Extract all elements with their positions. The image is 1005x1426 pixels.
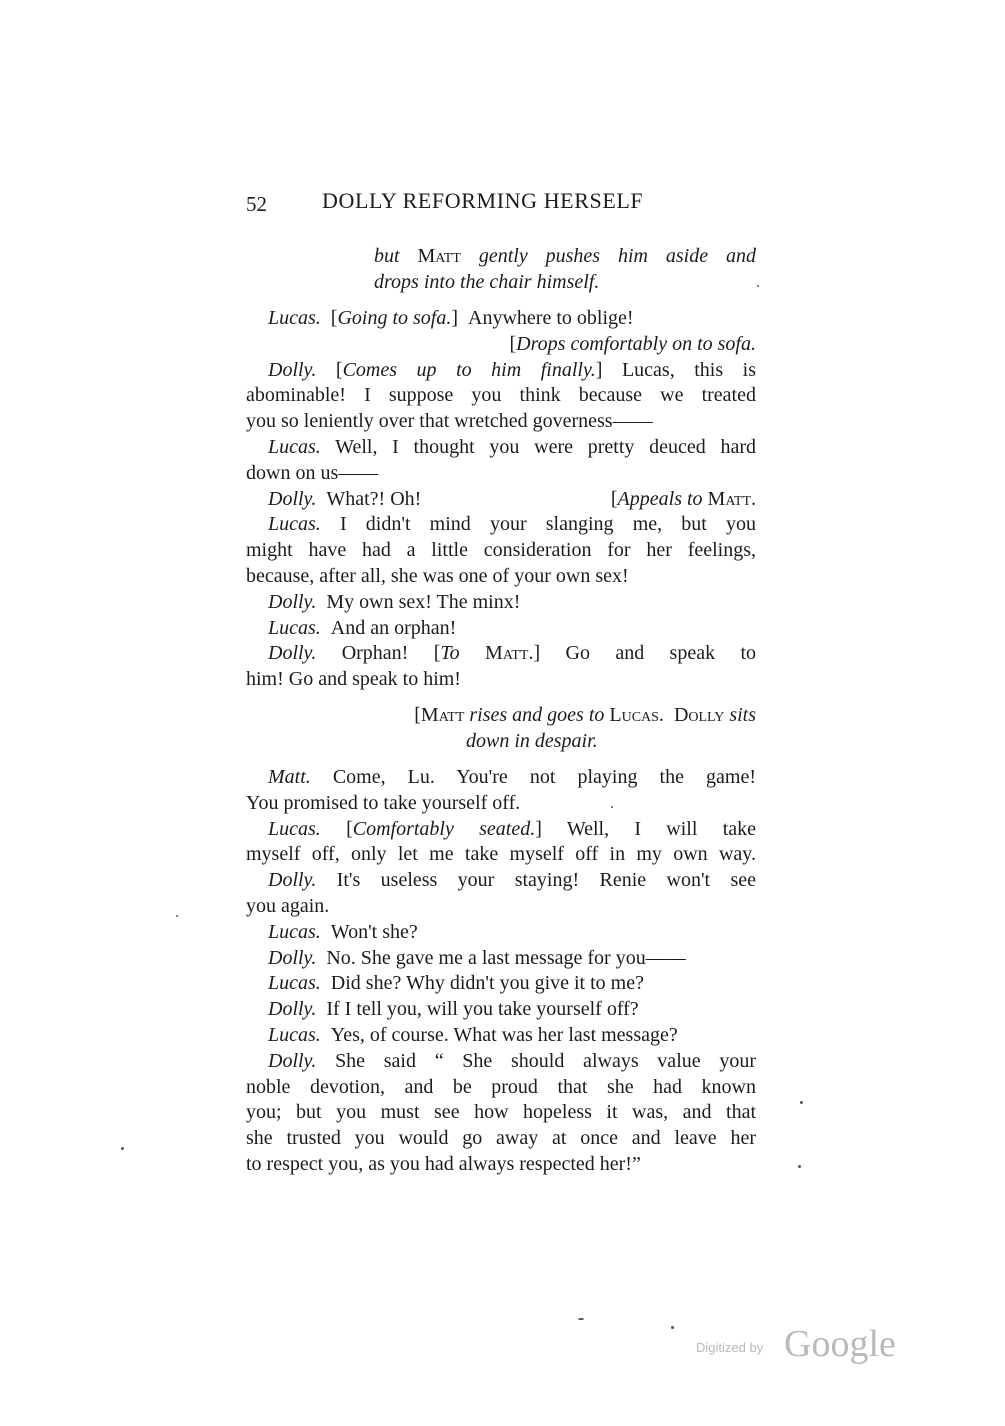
speaker-name: Lucas.: [268, 513, 321, 536]
scan-speck: [121, 1147, 124, 1150]
dialogue-line: Lucas. Won't she?: [268, 920, 418, 943]
dialogue-line: Lucas. Did she? Why didn't you give it to me?: [268, 972, 644, 995]
text-line: noble devotion, and be proud that she had known: [246, 1075, 756, 1098]
scan-speck: [578, 1318, 584, 1320]
speaker-name: Dolly.: [268, 358, 317, 381]
dialogue-line: Matt. Come, Lu. You're not playing the game!: [268, 766, 756, 788]
speaker-name: Matt.: [268, 766, 311, 788]
running-title: DOLLY REFORMING HERSELF: [322, 188, 644, 213]
text-line: but Matt gently pushes him aside and: [374, 245, 756, 267]
text-line: You promised to take yourself off.: [246, 791, 521, 814]
stage-direction: Appeals to: [617, 487, 703, 510]
stage-direction-line: [Drops comfortably on to sofa.: [509, 332, 756, 355]
dialogue-line: Dolly. My own sex! The minx!: [268, 590, 521, 613]
stage-direction-block-1: [246, 244, 756, 296]
dialogue-body-1: [246, 306, 756, 693]
text-line: you so leniently over that wretched governess——: [246, 410, 653, 433]
speaker-name: Dolly.: [268, 590, 317, 613]
dialogue-line: Lucas. [Comfortably seated.] Well, I will take: [268, 817, 756, 840]
speaker-name: Dolly.: [268, 642, 317, 665]
scan-speck: [757, 285, 759, 287]
dialogue-line: Dolly. It's useless your staying! Renie won't see: [268, 869, 756, 892]
text-line: might have had a little consideration for her feelings,: [246, 539, 756, 562]
speaker-name: Dolly.: [268, 998, 317, 1021]
speaker-name: Lucas.: [268, 972, 321, 995]
dialogue-line: Dolly. She said “ She should always value your: [268, 1049, 756, 1072]
dialogue-line: Dolly. No. She gave me a last message for you——: [268, 946, 686, 969]
scan-speck: [798, 1165, 801, 1168]
page-number: 52: [246, 192, 267, 216]
speaker-name: Lucas.: [268, 307, 321, 329]
stage-direction-line: down in despair.: [466, 729, 598, 752]
speaker-name: Lucas.: [268, 616, 321, 639]
speaker-name: Dolly.: [268, 1049, 317, 1072]
speaker-name: Lucas.: [268, 1023, 321, 1046]
dialogue-line: Dolly. If I tell you, will you take yourself off?: [268, 998, 639, 1021]
scan-speck: [611, 806, 613, 808]
speaker-name: Lucas.: [268, 435, 321, 458]
dialogue-line: Lucas. Yes, of course. What was her last message?: [268, 1023, 678, 1046]
google-wordmark: Google: [784, 1323, 896, 1365]
stage-direction-block-2: [246, 703, 756, 755]
text-line: you again.: [246, 894, 330, 917]
speaker-name: Lucas.: [268, 920, 321, 943]
dialogue-line: Dolly. What?! Oh! [Appeals to Matt.: [268, 487, 756, 510]
dialogue-line: Lucas. I didn't mind your slanging me, but you: [268, 513, 757, 536]
dialogue-line: Dolly. [Comes up to him finally.] Lucas, this is: [268, 358, 757, 381]
stage-direction: Comes up to him finally.: [342, 358, 596, 381]
dialogue-line: Lucas. [Going to sofa.] Anywhere to oblige!: [268, 307, 634, 329]
text-line: you; but you must see how hopeless it was, and that: [246, 1101, 756, 1124]
dialogue-line: Lucas. And an orphan!: [268, 616, 457, 639]
dialogue-line: Dolly. Orphan! [To Matt.] Go and speak to: [268, 642, 757, 665]
text-line: him! Go and speak to him!: [246, 668, 461, 691]
text-line: drops into the chair himself.: [374, 270, 600, 293]
text-line: myself off, only let me take myself off in my own way.: [246, 843, 756, 866]
dialogue-body-2: [246, 765, 756, 1178]
text-line: she trusted you would go away at once and leave her: [246, 1127, 756, 1150]
running-header: [246, 188, 758, 222]
text-line: abominable! I suppose you think because we treated: [246, 384, 756, 407]
stage-direction-line: [Matt rises and goes to Lucas. Dolly sits: [414, 704, 756, 726]
scan-speck: [800, 1101, 803, 1104]
speaker-name: Dolly.: [268, 869, 317, 892]
speaker-name: Lucas.: [268, 817, 321, 840]
digitized-by-google-watermark: [696, 1322, 906, 1366]
stage-direction: To: [440, 642, 460, 665]
text-line: to respect you, as you had always respected her!”: [246, 1152, 641, 1175]
text-line: because, after all, she was one of your own sex!: [246, 564, 629, 587]
text-line: down on us——: [246, 461, 379, 484]
watermark-prefix: Digitized by: [696, 1340, 764, 1355]
scan-speck: [176, 915, 178, 917]
speaker-name: Dolly.: [268, 487, 317, 510]
scan-speck: [671, 1326, 674, 1329]
stage-direction: Comfortably seated.: [352, 817, 536, 840]
speaker-name: Dolly.: [268, 946, 317, 969]
stage-direction: Going to sofa.: [337, 307, 452, 329]
dialogue-line: Lucas. Well, I thought you were pretty deuced hard: [268, 435, 756, 458]
